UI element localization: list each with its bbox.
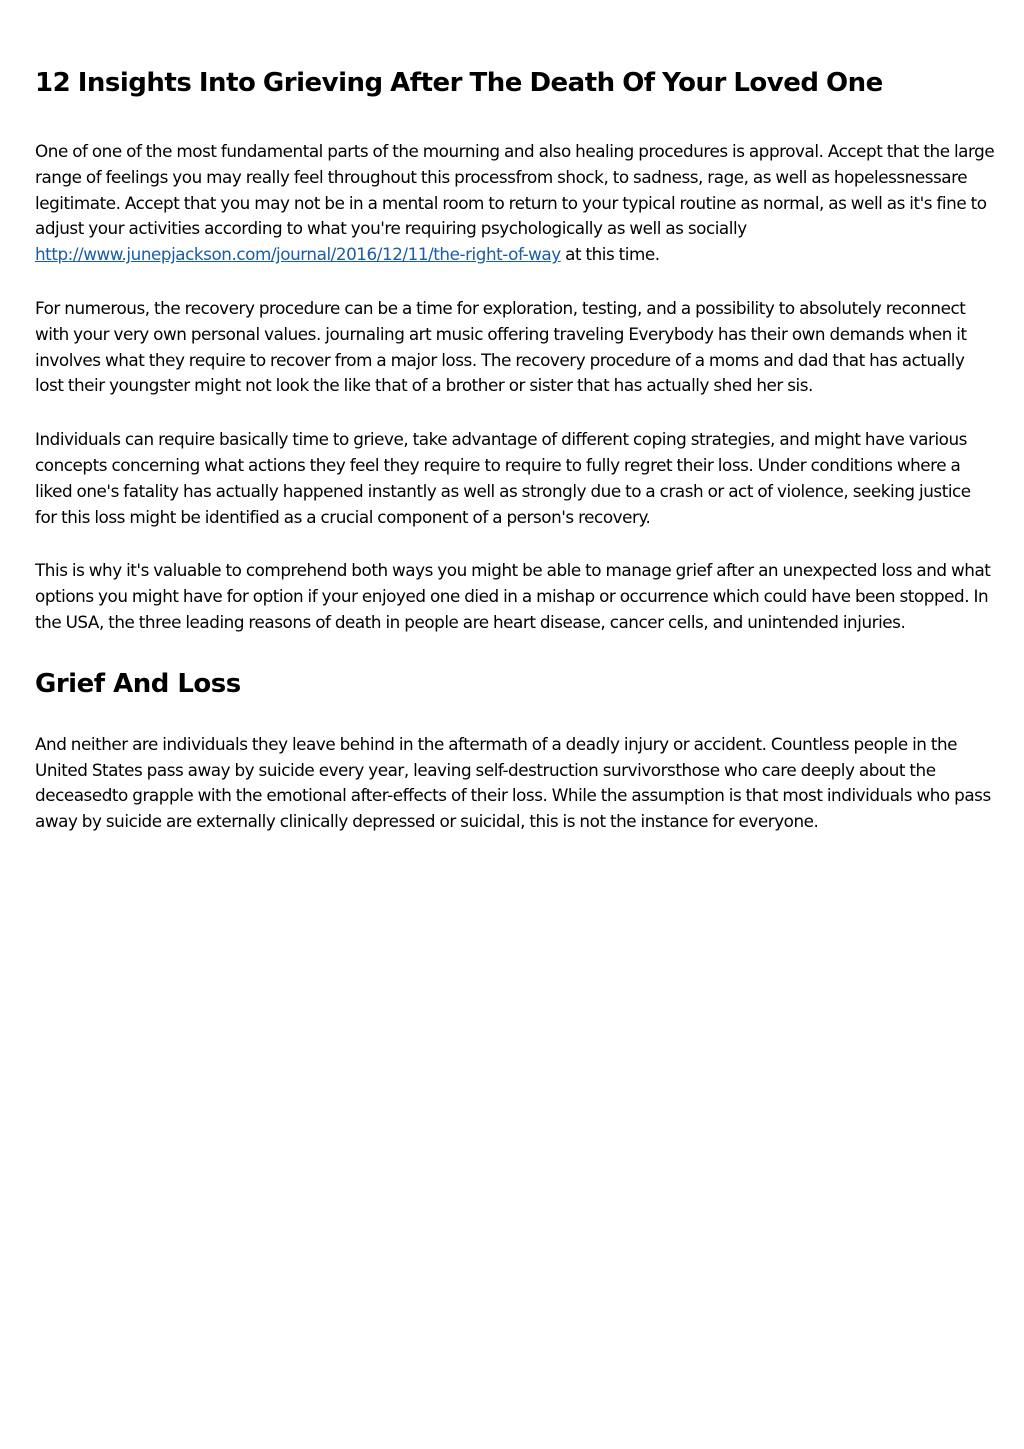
section-heading: Grief And Loss: [35, 668, 241, 699]
paragraph-1-text-before: One of one of the most fundamental parts of the mourning and also healing procedures is approval. Accept that the large range of feelings you may really feel throughout this processfrom shock, to sadness, rage, as well as hopelessnessare legitimate. Accept that you may not be in a mental room to return to your typical routine as normal, as well as it's fine to adjust your activities according to what you're requiring psychologically as well as socially: [35, 141, 995, 239]
article: [35, 58, 995, 863]
page-title: 12 Insights Into Grieving After The Death Of Your Loved One: [35, 68, 883, 98]
journal-link[interactable]: http://www.junepjackson.com/journal/2016/12/11/the-right-of-way: [35, 244, 561, 265]
paragraph-3: Individuals can require basically time to grieve, take advantage of different coping strategies, and might have various concepts concerning what actions they feel they require to require to fully regret their loss. Under conditions where a liked one's fatality has actually happened instantly as well as strongly due to a crash or act of violence, seeking justice for this loss might be identified as a crucial component of a person's recovery.: [35, 429, 971, 527]
paragraph-5: And neither are individuals they leave behind in the aftermath of a deadly injury or accident. Countless people in the United States pass away by suicide every year, leaving self-destruction survivorsthose who care deeply about the deceasedto grapple with the emotional after-effects of their loss. While the assumption is that most individuals who pass away by suicide are externally clinically depressed or suicidal, this is not the instance for everyone.: [35, 733, 991, 832]
paragraph-1: [35, 139, 995, 268]
paragraph-1-text-after: at this time.: [560, 244, 660, 265]
paragraph-2: For numerous, the recovery procedure can be a time for exploration, testing, and a possibility to absolutely reconnect with your very own personal values. journaling art music offering traveling Everybody has their own demands when it involves what they require to recover from a major loss. The recovery procedure of a moms and dad that has actually lost their youngster might not look the like that of a brother or sister that has actually shed her sis.: [35, 297, 967, 396]
paragraph-4: This is why it's valuable to comprehend both ways you might be able to manage grief after an unexpected loss and what options you might have for option if your enjoyed one died in a mishap or occurrence which could have been stopped. In the USA, the three leading reasons of death in people are heart disease, cancer cells, and unintended injuries.: [35, 560, 991, 632]
